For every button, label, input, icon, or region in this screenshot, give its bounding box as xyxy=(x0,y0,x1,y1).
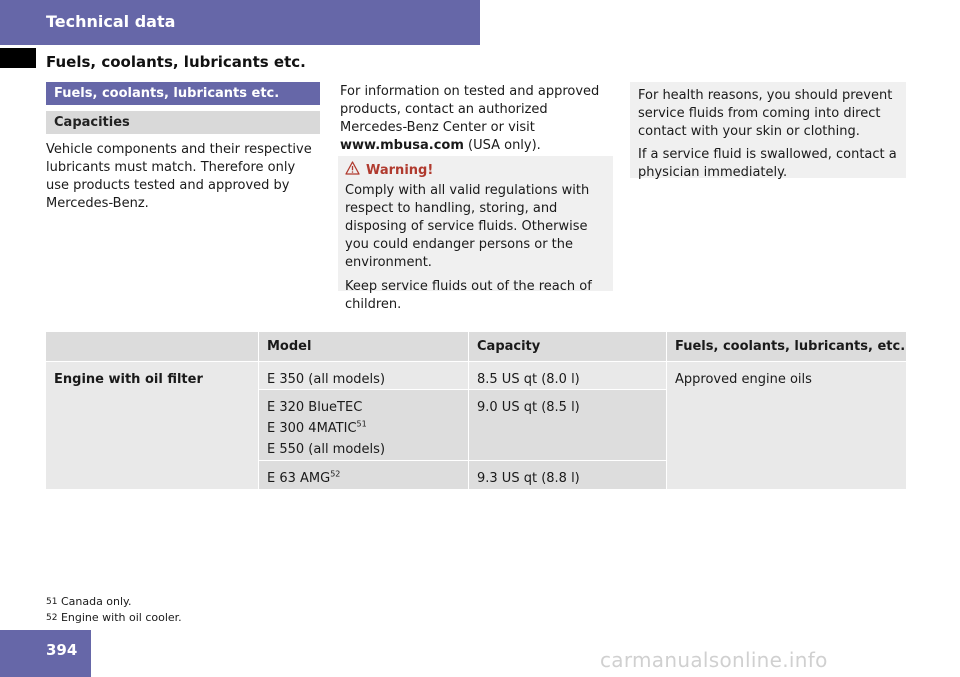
info-text-block xyxy=(340,83,616,155)
health-note-box xyxy=(630,82,906,178)
page-number: 394 xyxy=(46,641,78,659)
capacity-cell-e63: 9.3 US qt (8.8 l) xyxy=(469,461,666,489)
page-title: Technical data xyxy=(46,12,176,31)
warning-paragraph-1: Comply with all valid regulations with respect to handling, storing, and disposing of service fluids. Otherwise you could endanger persons or the environment. xyxy=(345,183,590,270)
section-marker xyxy=(0,48,36,68)
intro-text-block xyxy=(46,141,322,213)
intro-paragraph: Vehicle components and their respective lubricants must match. Therefore only use products tested and approved by Mercedes-Benz. xyxy=(46,142,312,211)
warning-title: Warning! xyxy=(366,162,434,178)
model-e320: E 320 BlueTEC xyxy=(267,400,363,415)
table-header-fluids: Fuels, coolants, lubricants, etc. xyxy=(667,332,906,361)
fluid-cell: Approved engine oils xyxy=(667,362,906,489)
footnotes xyxy=(46,594,182,626)
footnote-51: $^{51}$ Canada only. xyxy=(46,595,132,608)
mbusa-link[interactable]: www.mbusa.com xyxy=(340,138,464,153)
page-subtitle: Fuels, coolants, lubricants etc. xyxy=(46,53,306,71)
model-e300: E 300 4MATIC$^{51}$ xyxy=(267,419,367,436)
table-header-model: Model xyxy=(259,332,468,361)
warning-box xyxy=(338,156,613,312)
model-cell-e63: E 63 AMG$^{52}$ xyxy=(259,461,468,489)
footnote-ref-52: 52 xyxy=(330,469,341,479)
subsection-heading: Capacities xyxy=(46,111,320,134)
model-cell-e350: E 350 (all models) xyxy=(259,362,468,389)
warning-triangle-icon xyxy=(345,161,360,179)
model-cell-group xyxy=(259,390,468,460)
table-header-blank xyxy=(46,332,258,361)
warning-header xyxy=(345,160,606,180)
capacity-cell-group: 9.0 US qt (8.5 l) xyxy=(469,390,666,460)
info-paragraph xyxy=(340,83,616,155)
info-text-end: (USA only). xyxy=(463,138,541,153)
health-paragraph-1: For health reasons, you should prevent service fluids from coming into direct contact with your skin or clothing. xyxy=(638,88,893,139)
info-text: For information on tested and approved products, contact an authorized Mercedes-Benz Center or visit xyxy=(340,84,600,135)
section-heading: Fuels, coolants, lubricants etc. xyxy=(46,82,320,105)
footnote-ref-51: 51 xyxy=(356,419,367,429)
table-header-capacity: Capacity xyxy=(469,332,666,361)
health-paragraph-2: If a service fluid is swallowed, contact a physician immediately. xyxy=(638,147,897,180)
capacity-cell-e350: 8.5 US qt (8.0 l) xyxy=(469,362,666,389)
warning-paragraph-2: Keep service fluids out of the reach of children. xyxy=(345,279,592,312)
model-e550: E 550 (all models) xyxy=(267,442,386,457)
row-label-engine: Engine with oil filter xyxy=(46,362,258,489)
watermark: carmanualsonline.info xyxy=(600,648,828,672)
footnote-52: $^{52}$ Engine with oil cooler. xyxy=(46,611,182,624)
